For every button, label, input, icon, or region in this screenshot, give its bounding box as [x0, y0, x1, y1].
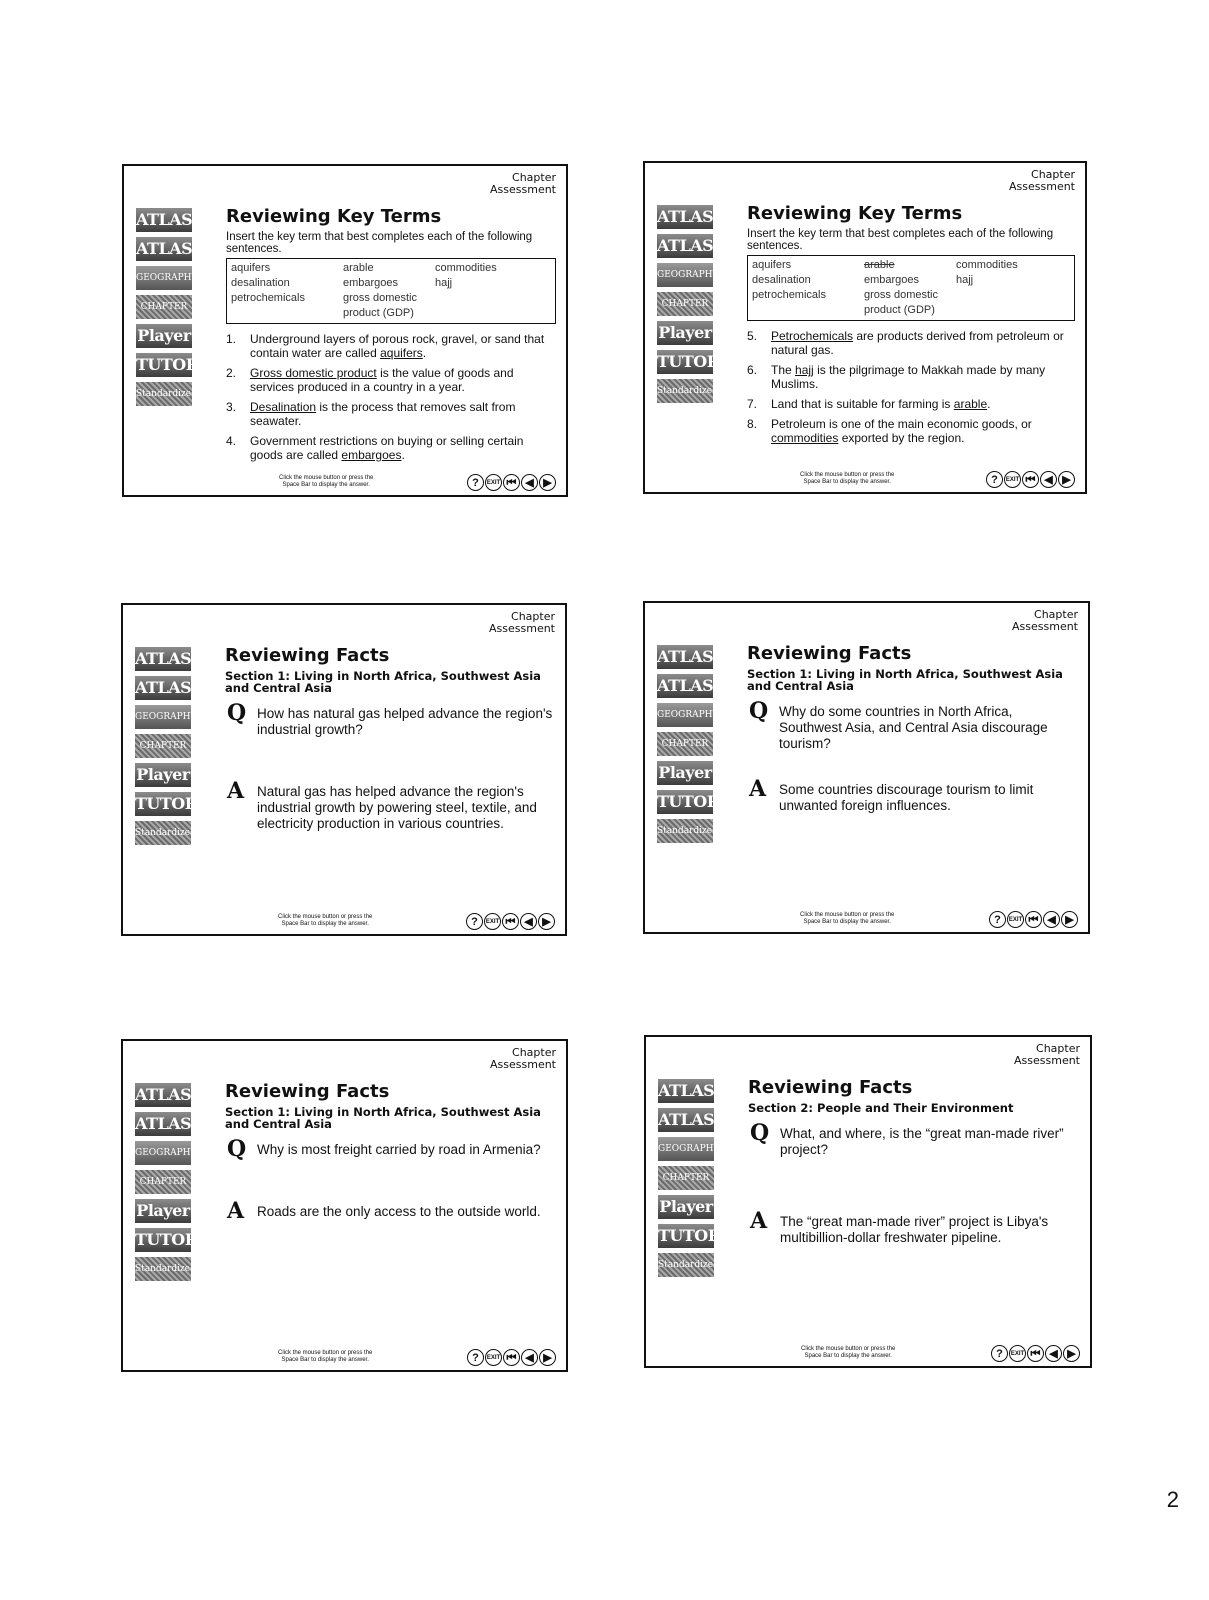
a-marker: A [227, 1198, 245, 1224]
list-item: 2. Gross domestic product is the value of goods and services produced in a country in a year. [226, 366, 514, 394]
list-item: 5. Petrochemicals are products derived from petroleum or natural gas. [747, 329, 1064, 357]
term: petrochemicals [752, 289, 826, 301]
geography-online-button[interactable]: GEOGRAPHY [136, 266, 192, 290]
reference-atlas-button[interactable]: ATLAS [658, 1079, 714, 1103]
help-icon[interactable]: ? [467, 1349, 484, 1366]
atlas-button[interactable]: ATLAS [136, 237, 192, 261]
term: petrochemicals [231, 292, 305, 304]
standardized-test-button[interactable]: Standardized [135, 1257, 191, 1281]
term: embargoes [343, 277, 399, 289]
geography-online-button[interactable]: GEOGRAPHY [135, 1141, 191, 1165]
exit-icon[interactable]: EXIT [1009, 1345, 1026, 1362]
first-slide-icon[interactable]: ⏮ [1027, 1345, 1044, 1362]
resource-sidebar [135, 647, 198, 850]
chapter-overview-button[interactable]: CHAPTER [657, 732, 713, 756]
nav-buttons [991, 1345, 1080, 1362]
q-marker: Q [750, 1120, 770, 1146]
atlas-button[interactable]: ATLAS [658, 1108, 714, 1132]
nav-buttons [989, 911, 1078, 928]
nav-buttons [467, 1349, 556, 1366]
term-crossed-out: arable [864, 259, 895, 271]
exit-icon[interactable]: EXIT [485, 1349, 502, 1366]
first-slide-icon[interactable]: ⏮ [1022, 471, 1039, 488]
resource-sidebar [135, 1083, 198, 1286]
interactive-tutor-button[interactable]: TUTOR [657, 790, 713, 814]
puzzle-player-button[interactable]: Player [657, 761, 713, 785]
click-instruction: Click the mouse button or press the Space Bar to display the answer. [278, 1350, 373, 1363]
list-item: 8. Petroleum is one of the main economic goods, or commodities exported by the region. [747, 417, 1032, 445]
previous-icon[interactable]: ◀ [521, 1349, 538, 1366]
interactive-tutor-button[interactable]: TUTOR [135, 792, 191, 816]
interactive-tutor-button[interactable]: TUTOR [135, 1228, 191, 1252]
list-item: 3. Desalination is the process that removes salt from seawater. [226, 400, 516, 428]
exit-icon[interactable]: EXIT [485, 474, 502, 491]
slide-2 [643, 161, 1087, 494]
nav-buttons [467, 474, 556, 491]
click-instruction: Click the mouse button or press the Space Bar to display the answer. [800, 912, 895, 925]
term: aquifers [231, 262, 271, 274]
answer: A Natural gas has helped advance the region's industrial growth by powering steel, textile, and electricity production in various countries. [227, 778, 537, 831]
question: Q What, and where, is the “great man-made river” project? [750, 1120, 1064, 1157]
term: aquifers [752, 259, 792, 271]
answer: A The “great man-made river” project is Libya's multibillion-dollar freshwater pipeline. [750, 1208, 1049, 1245]
answer: A Some countries discourage tourism to limit unwanted foreign influences. [749, 776, 1034, 813]
reference-atlas-button[interactable]: ATLAS [135, 1083, 191, 1107]
chapter-assessment-label: Chapter Assessment [1009, 168, 1075, 193]
answer-blank: Desalination [250, 400, 317, 414]
geography-online-button[interactable]: GEOGRAPHY [657, 703, 713, 727]
section-heading: Section 1: Living in North Africa, Southwest Asia and Central Asia [225, 1105, 541, 1131]
reference-atlas-button[interactable]: ATLAS [657, 205, 713, 229]
chapter-assessment-label: Chapter Assessment [1014, 1042, 1080, 1067]
puzzle-player-button[interactable]: Player [658, 1195, 714, 1219]
term: hajj [435, 277, 453, 289]
section-heading: Section 2: People and Their Environment [748, 1101, 1014, 1115]
next-icon[interactable]: ▶ [539, 1349, 556, 1366]
question-list [747, 329, 1075, 445]
page-number: 2 [1166, 1487, 1179, 1512]
next-icon[interactable]: ▶ [538, 913, 555, 930]
term: desalination [752, 274, 811, 286]
slide-title: Reviewing Key Terms [747, 203, 963, 224]
term: commodities [956, 259, 1018, 271]
first-slide-icon[interactable]: ⏮ [503, 1349, 520, 1366]
chapter-overview-button[interactable]: CHAPTER [135, 734, 191, 758]
previous-icon[interactable]: ◀ [520, 913, 537, 930]
slide-4 [643, 601, 1090, 934]
list-item: 6. The hajj is the pilgrimage to Makkah made by many Muslims. [747, 363, 1046, 391]
interactive-tutor-button[interactable]: TUTOR [136, 353, 192, 377]
click-instruction: Click the mouse button or press the Space Bar to display the answer. [279, 475, 374, 488]
resource-sidebar [657, 645, 720, 848]
resource-sidebar [658, 1079, 721, 1282]
click-instruction: Click the mouse button or press the Space Bar to display the answer. [278, 914, 373, 927]
answer-blank: aquifers [380, 346, 423, 360]
first-slide-icon[interactable]: ⏮ [502, 913, 519, 930]
click-instruction: Click the mouse button or press the Space Bar to display the answer. [801, 1346, 896, 1359]
atlas-button[interactable]: ATLAS [657, 234, 713, 258]
atlas-button[interactable]: ATLAS [657, 674, 713, 698]
answer-blank: commodities [771, 431, 839, 445]
puzzle-player-button[interactable]: Player [657, 321, 713, 345]
atlas-button[interactable]: ATLAS [135, 676, 191, 700]
chapter-overview-button[interactable]: CHAPTER [657, 292, 713, 316]
slide-title: Reviewing Facts [225, 1081, 390, 1102]
a-marker: A [749, 776, 767, 802]
help-icon[interactable]: ? [991, 1345, 1008, 1362]
slide-1 [122, 164, 568, 497]
slide-6 [644, 1035, 1092, 1368]
question: Q Why is most freight carried by road in Armenia? [227, 1136, 541, 1162]
a-marker: A [750, 1208, 768, 1234]
chapter-overview-button[interactable]: CHAPTER [136, 295, 192, 319]
next-icon[interactable]: ▶ [1061, 911, 1078, 928]
term: gross domestic product (GDP) [864, 289, 938, 316]
slide-3 [121, 603, 567, 936]
q-marker: Q [227, 1136, 247, 1162]
standardized-test-button[interactable]: Standardized [136, 382, 192, 406]
exit-icon[interactable]: EXIT [1004, 471, 1021, 488]
interactive-tutor-button[interactable]: TUTOR [657, 350, 713, 374]
help-icon[interactable]: ? [989, 911, 1006, 928]
list-item: 7. Land that is suitable for farming is arable. [747, 397, 991, 411]
slide-5 [121, 1039, 568, 1372]
next-icon[interactable]: ▶ [1063, 1345, 1080, 1362]
question: Q How has natural gas helped advance the region's industrial growth? [227, 700, 553, 737]
term: commodities [435, 262, 497, 274]
key-terms-box [747, 255, 1075, 321]
geography-online-button[interactable]: GEOGRAPHY [135, 705, 191, 729]
help-icon[interactable]: ? [986, 471, 1003, 488]
instruction-text: Insert the key term that best completes each of the following sentences. [226, 231, 533, 255]
answer-blank: Gross domestic product [250, 366, 377, 380]
chapter-assessment-label: Chapter Assessment [490, 171, 556, 196]
slide-title: Reviewing Facts [747, 643, 912, 664]
puzzle-player-button[interactable]: Player [135, 763, 191, 787]
chapter-assessment-label: Chapter Assessment [490, 1046, 556, 1071]
list-item: 1. Underground layers of porous rock, gravel, or sand that contain water are called aquifers. [226, 332, 545, 360]
a-marker: A [227, 778, 245, 804]
previous-icon[interactable]: ◀ [1045, 1345, 1062, 1362]
reference-atlas-button[interactable]: ATLAS [135, 647, 191, 671]
q-marker: Q [749, 698, 769, 724]
instruction-text: Insert the key term that best completes each of the following sentences. [747, 228, 1054, 252]
section-heading: Section 1: Living in North Africa, Southwest Asia and Central Asia [747, 667, 1063, 693]
help-icon[interactable]: ? [466, 913, 483, 930]
next-icon[interactable]: ▶ [539, 474, 556, 491]
chapter-assessment-label: Chapter Assessment [1012, 608, 1078, 633]
term: gross domestic product (GDP) [343, 292, 417, 319]
question-list [226, 332, 556, 462]
interactive-tutor-button[interactable]: TUTOR [658, 1224, 714, 1248]
next-icon[interactable]: ▶ [1058, 471, 1075, 488]
list-item: 4. Government restrictions on buying or selling certain goods are called embargoes. [226, 434, 524, 462]
previous-icon[interactable]: ◀ [521, 474, 538, 491]
standardized-test-button[interactable]: Standardized [135, 821, 191, 845]
exit-icon[interactable]: EXIT [484, 913, 501, 930]
answer: A Roads are the only access to the outside world. [227, 1198, 541, 1224]
answer-blank: Petrochemicals [771, 329, 854, 343]
section-heading: Section 1: Living in North Africa, Southwest Asia and Central Asia [225, 669, 541, 695]
key-terms-box [226, 258, 556, 324]
standardized-test-button[interactable]: Standardized [657, 379, 713, 403]
slide-title: Reviewing Key Terms [226, 206, 442, 227]
first-slide-icon[interactable]: ⏮ [503, 474, 520, 491]
resource-sidebar [657, 205, 720, 408]
reference-atlas-button[interactable]: ATLAS [657, 645, 713, 669]
term: hajj [956, 274, 974, 286]
geography-online-button[interactable]: GEOGRAPHY [658, 1137, 714, 1161]
question: Q Why do some countries in North Africa, Southwest Asia, and Central Asia discourage tourism? [749, 698, 1048, 751]
exit-icon[interactable]: EXIT [1007, 911, 1024, 928]
puzzle-player-button[interactable]: Player [135, 1199, 191, 1223]
term: arable [343, 262, 374, 274]
term: desalination [231, 277, 290, 289]
slide-title: Reviewing Facts [225, 645, 390, 666]
answer-blank: hajj [795, 363, 814, 377]
chapter-overview-button[interactable]: CHAPTER [658, 1166, 714, 1190]
answer-blank: arable [953, 397, 988, 411]
geography-online-button[interactable]: GEOGRAPHY [657, 263, 713, 287]
reference-atlas-button[interactable]: ATLAS [136, 208, 192, 232]
atlas-button[interactable]: ATLAS [135, 1112, 191, 1136]
puzzle-player-button[interactable]: Player [136, 324, 192, 348]
term: embargoes [864, 274, 920, 286]
chapter-assessment-label: Chapter Assessment [489, 610, 555, 635]
previous-icon[interactable]: ◀ [1040, 471, 1057, 488]
click-instruction: Click the mouse button or press the Space Bar to display the answer. [800, 472, 895, 485]
resource-sidebar [136, 208, 199, 411]
previous-icon[interactable]: ◀ [1043, 911, 1060, 928]
slide-title: Reviewing Facts [748, 1077, 913, 1098]
nav-buttons [466, 913, 555, 930]
nav-buttons [986, 471, 1075, 488]
standardized-test-button[interactable]: Standardized [658, 1253, 714, 1277]
q-marker: Q [227, 700, 247, 726]
answer-blank: embargoes [341, 448, 402, 462]
standardized-test-button[interactable]: Standardized [657, 819, 713, 843]
help-icon[interactable]: ? [467, 474, 484, 491]
chapter-overview-button[interactable]: CHAPTER [135, 1170, 191, 1194]
first-slide-icon[interactable]: ⏮ [1025, 911, 1042, 928]
